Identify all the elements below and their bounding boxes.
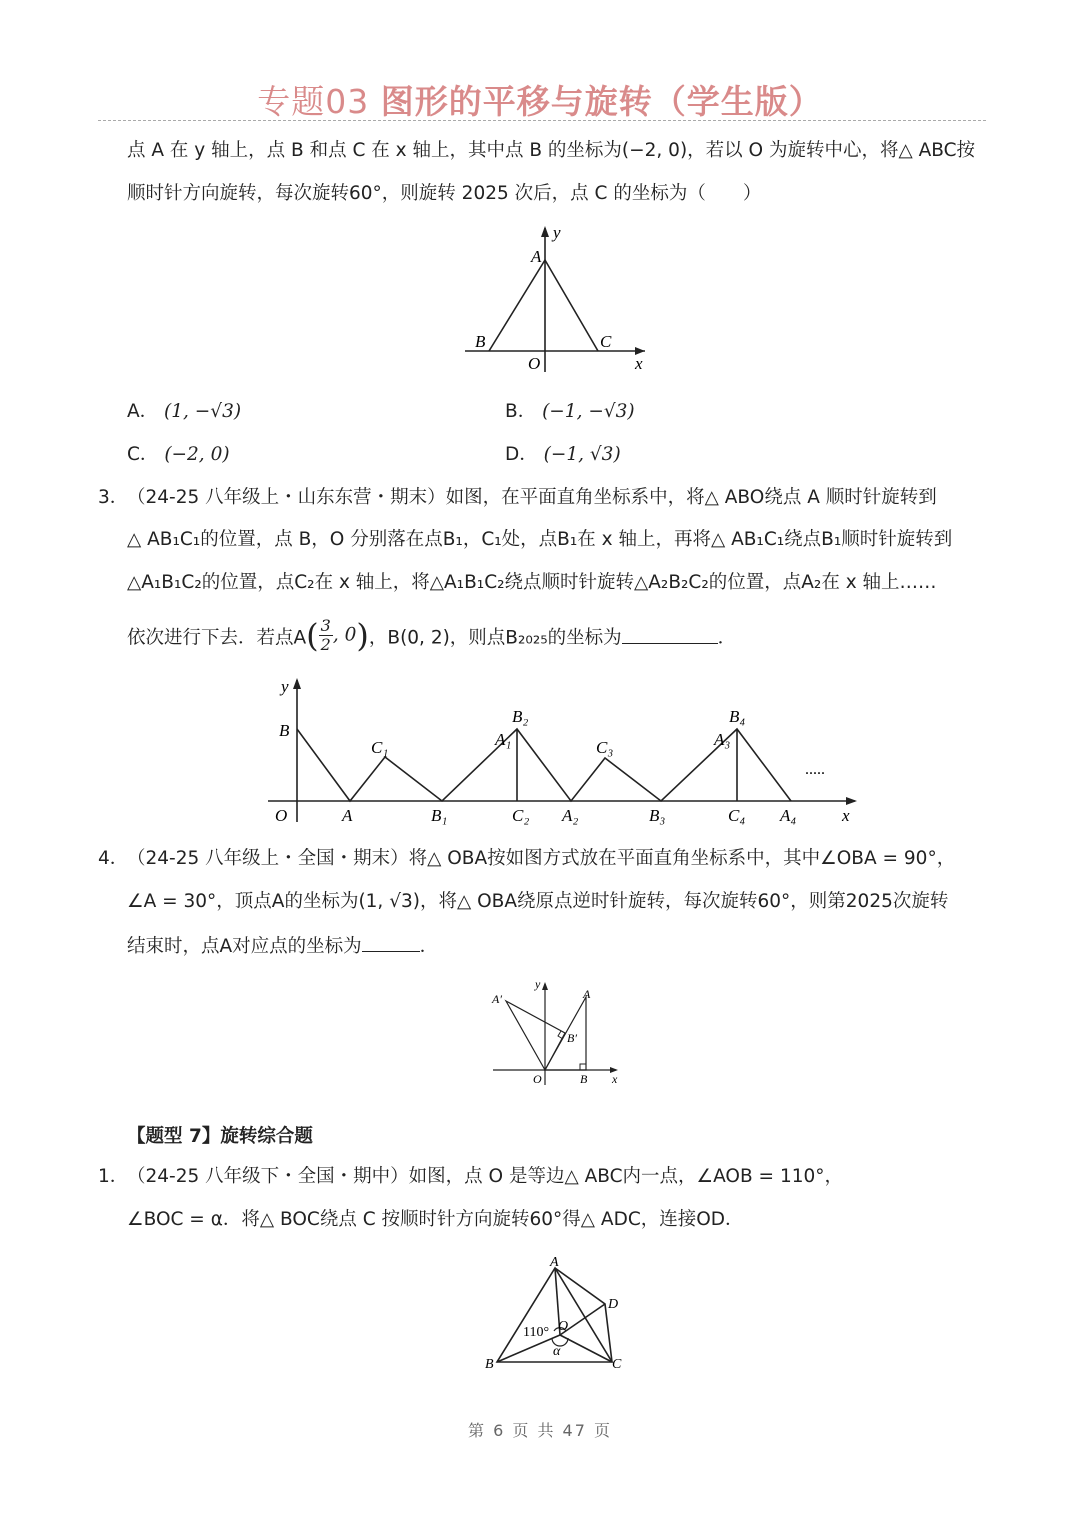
q3-label-b: B	[279, 721, 290, 740]
q3-frac-rest: , 0	[332, 624, 357, 646]
q3-line2: △ AB₁C₁的位置，点 B，O 分别落在点B₁，C₁处，点B₁在 x 轴上，再将△ AB₁C₁绕点B₁顺时针旋转到	[127, 529, 953, 550]
q3-label-b1: B₁	[431, 806, 448, 825]
q4-line3-wrap	[127, 933, 438, 960]
q4-number: 4．	[98, 848, 129, 869]
option-d-letter: D．	[505, 444, 538, 465]
q2-option-b[interactable]	[505, 399, 635, 425]
q3-line4-b: ，B(0, 2)，则点B₂₀₂₅的坐标为	[368, 627, 622, 649]
q3-line3: △A₁B₁C₂的位置，点C₂在 x 轴上，将△A₁B₁C₂绕点顺时针旋转△A₂B₂C₂的位置，点A₂在 x 轴上……	[127, 572, 937, 593]
q7-1-number: 1．	[98, 1166, 129, 1187]
q4-line1: （24-25 八年级上・全国・期末）将△ OBA按如图方式放在平面直角坐标系中，其中∠OBA = 90°，	[127, 848, 956, 869]
q7-label-o: O	[558, 1319, 569, 1334]
q7-label-b: B	[485, 1357, 494, 1372]
q2-label-a: A	[531, 247, 542, 266]
q3-number: 3．	[98, 487, 129, 508]
q4-label-a: A	[583, 987, 591, 1001]
q4-line2: ∠A = 30°，顶点A的坐标为(1, √3)，将△ OBA绕原点逆时针旋转，每次旋转60°，则第2025次旋转	[127, 891, 949, 912]
q2-line2: 顺时针方向旋转，每次旋转60°，则旋转 2025 次后，点 C 的坐标为（ ）	[127, 183, 762, 204]
q4-line3: 结束时，点A对应点的坐标为	[127, 936, 362, 957]
q3-label-a: A	[342, 806, 353, 825]
page-footer: 第 6 页 共 47 页	[468, 1421, 612, 1440]
q3-label-o: O	[275, 806, 288, 825]
q4-label-o: O	[533, 1072, 542, 1086]
q3-label-c2: C₂	[512, 806, 530, 825]
q2-option-a[interactable]	[127, 399, 241, 425]
title-prefix: 专题03	[257, 82, 370, 121]
q7-1-line2: ∠BOC = α．将△ BOC绕点 C 按顺时针方向旋转60°得△ ADC，连接OD．	[127, 1209, 744, 1230]
q3-label-a2: A₂	[562, 806, 579, 825]
q4-label-b-prime: B′	[567, 1031, 577, 1045]
q4-label-y: y	[535, 977, 541, 991]
q2-label-b: B	[475, 332, 486, 351]
q3-line4-a: 依次进行下去．若点A	[127, 627, 307, 649]
q3-label-ellipsis: .....	[805, 761, 825, 778]
q2-figure	[455, 222, 655, 377]
title-main: 图形的平移与旋转（学生版）	[380, 82, 823, 121]
option-a-letter: A．	[127, 401, 159, 422]
q3-frac-den: 2	[320, 635, 331, 654]
q7-label-alpha: α	[553, 1344, 561, 1359]
q4-answer-blank[interactable]	[362, 933, 420, 952]
option-c-value: (−2, 0)	[164, 444, 230, 465]
option-a-value: (1, −√3)	[164, 401, 242, 422]
q4-figure	[488, 975, 628, 1090]
q3-label-a4: A₄	[780, 806, 797, 825]
q3-label-c4: C₄	[728, 806, 746, 825]
q2-label-c: C	[600, 332, 612, 351]
q3-end: ．	[717, 627, 737, 649]
q4-end: ．	[419, 936, 439, 957]
q3-figure	[265, 672, 865, 832]
q4-label-x: x	[612, 1072, 618, 1086]
q2-label-y: y	[553, 223, 561, 242]
q7-1-figure	[480, 1250, 640, 1375]
option-c-letter: C．	[127, 444, 159, 465]
q3-line1: （24-25 八年级上・山东东营・期末）如图，在平面直角坐标系中，将△ ABO绕点 A 顺时针旋转到	[127, 487, 937, 508]
q2-option-d[interactable]	[505, 442, 621, 468]
q3-label-c1: C₁	[371, 738, 389, 757]
q7-label-a: A	[550, 1255, 559, 1270]
q3-label-b2: B₂	[512, 707, 529, 726]
q3-line4	[127, 616, 737, 657]
q3-label-b3: B₃	[649, 806, 666, 825]
q3-label-c3: C₃	[596, 738, 614, 757]
q3-frac-num: 3	[320, 616, 331, 635]
option-b-value: (−1, −√3)	[542, 401, 635, 422]
title-divider	[98, 120, 986, 121]
q4-label-a-prime: A′	[492, 992, 502, 1006]
q7-label-c: C	[612, 1357, 622, 1372]
q7-label-d: D	[608, 1297, 619, 1312]
q3-label-a1: A₁	[495, 730, 512, 749]
q2-line1: 点 A 在 y 轴上，点 B 和点 C 在 x 轴上，其中点 B 的坐标为(−2, 0)，若以 O 为旋转中心，将△ ABC按	[127, 140, 976, 161]
q3-label-y: y	[281, 677, 289, 696]
q3-label-a3: A₃	[714, 730, 731, 749]
q7-1-line1: （24-25 八年级下・全国・期中）如图，点 O 是等边△ ABC内一点，∠AOB = 110°，	[127, 1166, 844, 1187]
q7-label-angle-110: 110°	[523, 1325, 550, 1340]
q2-option-c[interactable]	[127, 442, 230, 468]
q3-label-x: x	[842, 806, 850, 825]
page-title	[0, 76, 1080, 123]
q2-label-o: O	[528, 354, 541, 373]
q3-point-a-coord: ( $\frac{3}{2}$ , 0)	[306, 616, 369, 655]
option-d-value: (−1, √3)	[543, 444, 621, 465]
option-b-letter: B．	[505, 401, 537, 422]
q2-label-x: x	[635, 354, 643, 373]
section-heading: 【题型 7】旋转综合题	[127, 1126, 313, 1147]
q3-answer-blank[interactable]	[622, 625, 718, 644]
q3-label-b4: B₄	[729, 707, 746, 726]
q4-label-b: B	[580, 1072, 588, 1086]
